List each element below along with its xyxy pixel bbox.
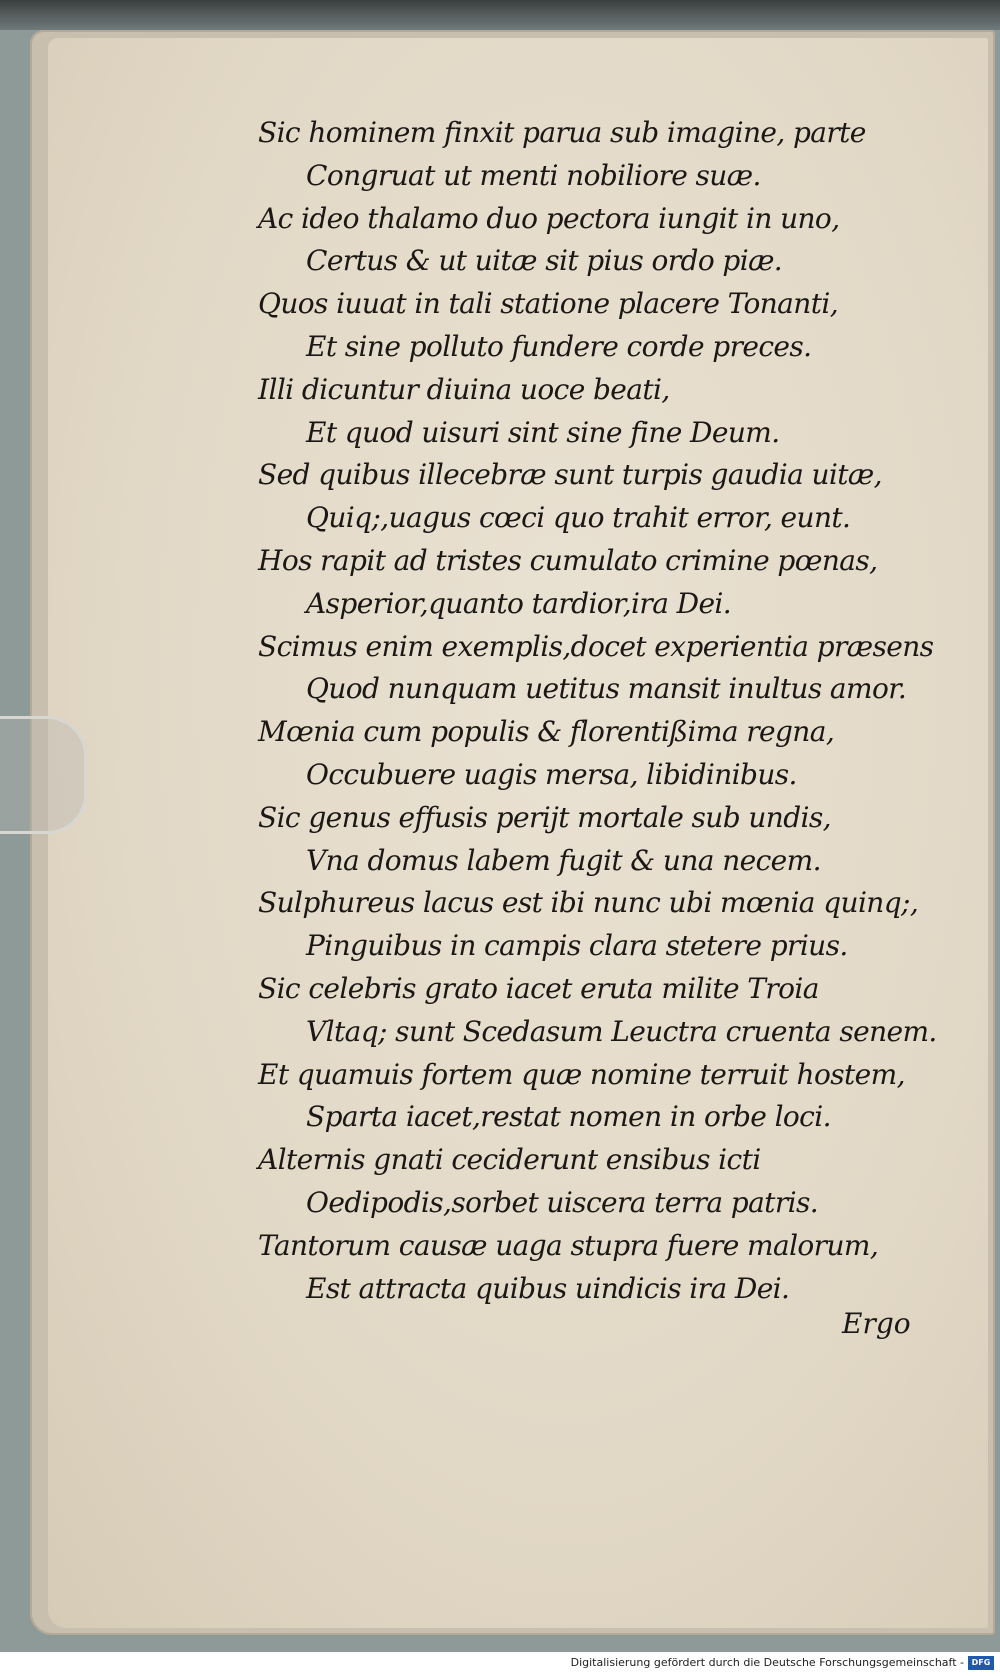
poem-line: Sic hominem finxit parua sub imagine, parte xyxy=(258,116,866,149)
poem-line: Sic genus effusis perijt mortale sub undis, xyxy=(258,800,831,834)
poem-line: Asperior,quanto tardior,ira Dei. xyxy=(306,586,732,620)
scanner-edge xyxy=(0,0,1000,30)
catchword: Ergo xyxy=(842,1307,911,1340)
poem-line: Pinguibus in campis clara stetere prius. xyxy=(306,929,848,963)
poem-line: Oedipodis,sorbet uiscera terra patris. xyxy=(306,1185,819,1219)
poem-line: Illi dicuntur diuina uoce beati, xyxy=(258,372,670,406)
poem-line: Quos iuuat in tali statione placere Tonanti, xyxy=(258,287,839,321)
poem-line: Scimus enim exemplis,docet experientia præsens xyxy=(258,629,934,663)
poem-line: Sic celebris grato iacet eruta milite Troia xyxy=(258,971,819,1005)
poem-line: Et sine polluto fundere corde preces. xyxy=(306,329,812,363)
poem-line: Congruat ut menti nobiliore suæ. xyxy=(306,158,761,192)
poem-line: Et quod uisuri sint sine fine Deum. xyxy=(306,415,780,449)
poem-line: Sed quibus illecebræ sunt turpis gaudia uitæ, xyxy=(258,458,882,492)
poem-text xyxy=(258,112,938,1310)
poem-line: Sulphureus lacus est ibi nunc ubi mœnia quinq;, xyxy=(258,886,919,920)
poem-line: Tantorum causæ uaga stupra fuere malorum, xyxy=(258,1228,879,1262)
poem-line: Quiq;,uagus cœci quo trahit error, eunt. xyxy=(306,501,851,535)
footer xyxy=(0,1652,1000,1676)
poem-line: Sparta iacet,restat nomen in orbe loci. xyxy=(306,1100,831,1134)
poem-line: Vna domus labem fugit & una necem. xyxy=(306,843,821,877)
poem-line: Mœnia cum populis & florentißima regna, xyxy=(258,715,835,749)
poem-line: Et quamuis fortem quæ nomine terruit hostem, xyxy=(258,1057,905,1091)
poem-line: Occubuere uagis mersa, libidinibus. xyxy=(306,757,797,791)
poem-line: Hos rapit ad tristes cumulato crimine pœnas, xyxy=(258,543,878,577)
poem-line: Alternis gnati ceciderunt ensibus icti xyxy=(258,1143,761,1177)
dfg-logo-icon: DFG xyxy=(968,1656,994,1670)
page-clip xyxy=(0,716,87,834)
digitization-credit: Digitalisierung gefördert durch die Deutsche Forschungsgemeinschaft - xyxy=(570,1656,964,1669)
poem-line: Certus & ut uitæ sit pius ordo piæ. xyxy=(306,244,783,278)
poem-line: Quod nunquam uetitus mansit inultus amor. xyxy=(306,672,907,706)
poem-line: Vltaq; sunt Scedasum Leuctra cruenta senem. xyxy=(306,1014,937,1048)
poem-line: Ac ideo thalamo duo pectora iungit in uno, xyxy=(258,201,840,235)
poem-line: Est attracta quibus uindicis ira Dei. xyxy=(306,1271,790,1305)
